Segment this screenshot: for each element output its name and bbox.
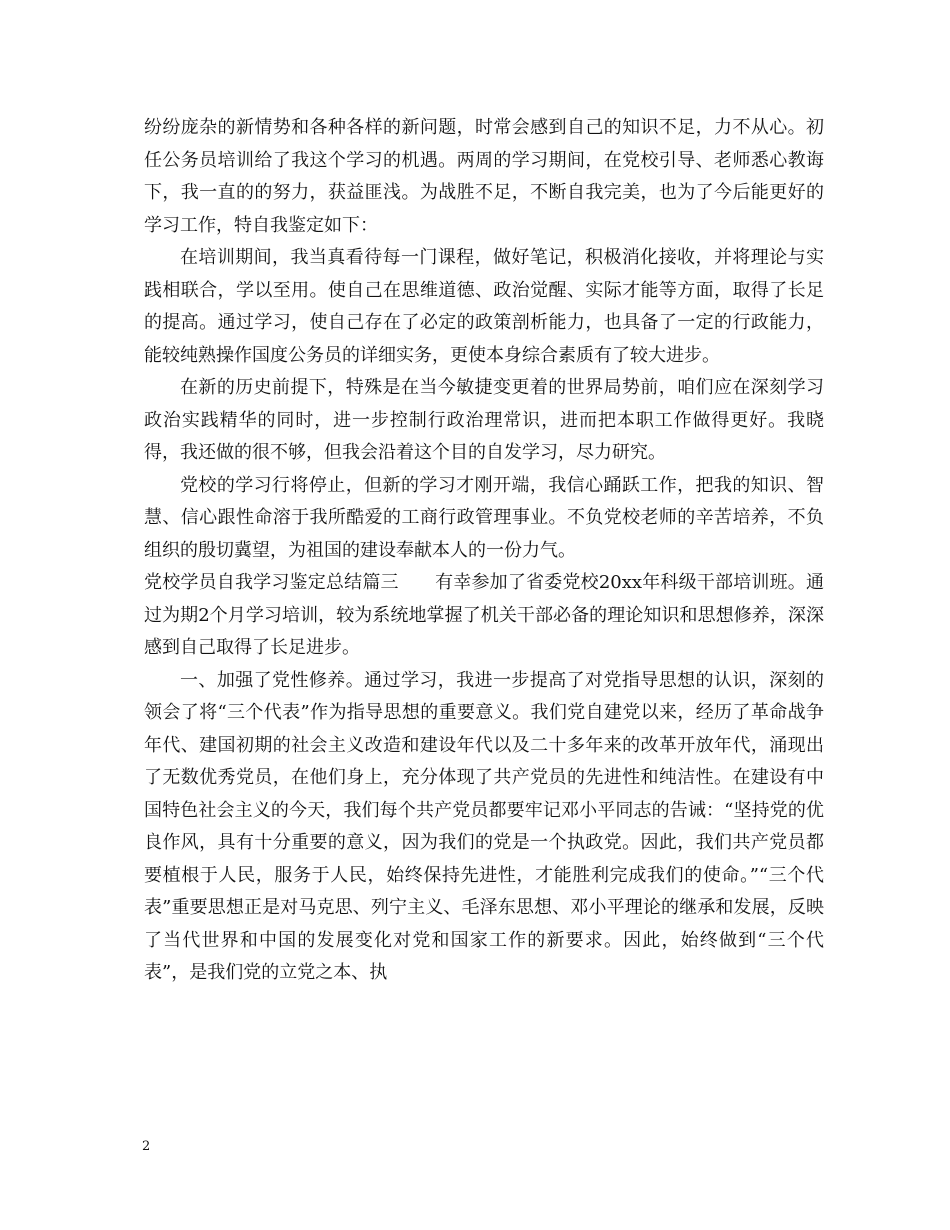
paragraph-4: 党校的学习行将停止，但新的学习才刚开端，我信心踊跃工作，把我的知识、智慧、信心跟性命溶于我所酷爱的工商行政管理事业。不负党校老师的辛苦培养，不负组织的殷切冀望，为祖国的建设奉献本人的一份力气。 [144,474,824,561]
document-body [144,112,824,990]
page-number: 2 [142,1139,151,1154]
paragraph-5-section-heading: 党校学员自我学习鉴定总结篇三 有幸参加了省委党校20xx年科级干部培训班。通过为期2个月学习培训，较为系统地掌握了机关干部必备的理论知识和思想修养，深深感到自己取得了长足进步。 [144,572,824,658]
paragraph-6: 一、加强了党性修养。通过学习，我进一步提高了对党指导思想的认识，深刻的领会了将“三个代表”作为指导思想的重要意义。我们党自建党以来，经历了革命战争年代、建国初期的社会主义改造和建设年代以及二十多年来的改革开放年代，涌现出了无数优秀党员，在他们身上，充分体现了共产党员的先进性和纯洁性。在建设有中国特色社会主义的今天，我们每个共产党员都要牢记邓小平同志的告诫：“坚持党的优良作风，具有十分重要的意义，因为我们的党是一个执政党。因此，我们共产党员都要植根于人民，服务于人民，始终保持先进性，才能胜利完成我们的使命。”“三个代表”重要思想正是对马克思、列宁主义、毛泽东思想、邓小平理论的继承和发展，反映了当代世界和中国的发展变化对党和国家工作的新要求。因此，始终做到“三个代表”，是我们党的立党之本、执 [144,669,824,983]
paragraph-2: 在培训期间，我当真看待每一门课程，做好笔记，积极消化接收，并将理论与实践相联合，学以至用。使自己在思维道德、政治觉醒、实际才能等方面，取得了长足的提高。通过学习，使自己存在了必定的政策剖析能力，也具备了一定的行政能力，能较纯熟操作国度公务员的详细实务，更使本身综合素质有了较大进步。 [144,247,824,366]
paragraph-3: 在新的历史前提下，特殊是在当今敏捷变更着的世界局势前，咱们应在深刻学习政治实践精华的同时，进一步控制行政治理常识，进而把本职工作做得更好。我晓得，我还做的很不够，但我会沿着这个目的自发学习，尽力研究。 [144,377,824,463]
paragraph-1: 纷纷庞杂的新情势和各种各样的新问题，时常会感到自己的知识不足，力不从心。初任公务员培训给了我这个学习的机遇。两周的学习期间，在党校引导、老师悉心教诲下，我一直的的努力，获益匪浅。为战胜不足，不断自我完美，也为了今后能更好的学习工作，特自我鉴定如下： [144,117,824,236]
